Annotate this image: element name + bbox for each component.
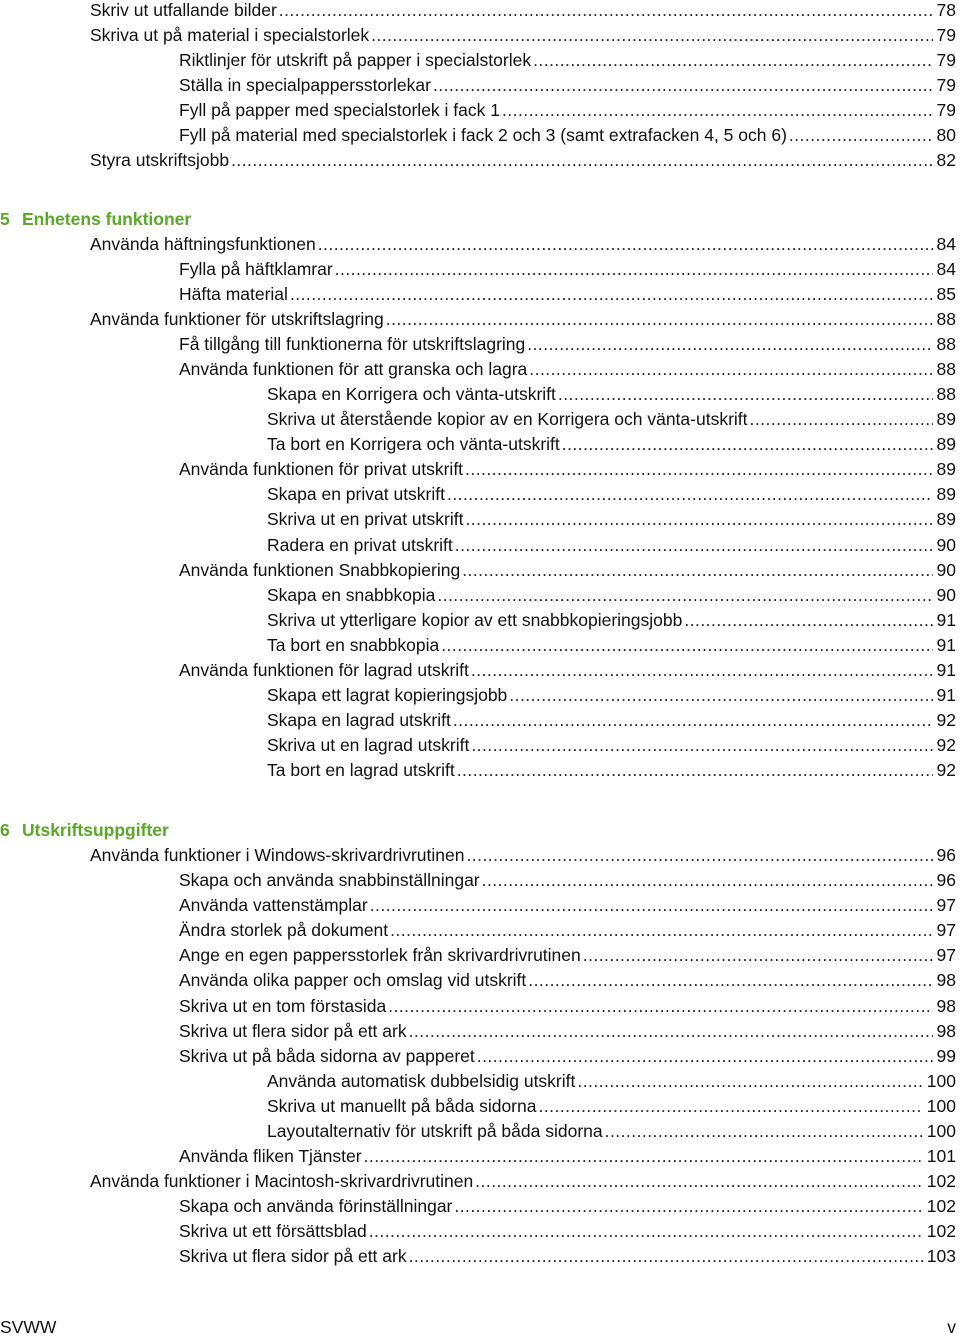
dot-leader (279, 0, 933, 23)
toc-entry[interactable] (267, 1069, 956, 1094)
toc-entry-title: Skriva ut en lagrad utskrift (267, 733, 471, 758)
toc-entry-title: Skriva ut återstående kopior av en Korrigera och vänta-utskrift (267, 407, 750, 432)
toc-entry-page: 97 (933, 943, 956, 968)
toc-entry[interactable] (179, 1194, 956, 1219)
dot-leader (527, 332, 932, 357)
toc-entry-page: 89 (933, 482, 956, 507)
dot-leader (437, 583, 932, 608)
toc-entry[interactable] (90, 1169, 956, 1194)
dot-leader (502, 98, 933, 123)
dot-leader (441, 633, 932, 658)
toc-entry-title: Skriva ut en tom förstasida (179, 994, 388, 1019)
dot-leader (789, 123, 933, 148)
toc-entry[interactable] (267, 407, 956, 432)
toc-entry-page: 90 (933, 583, 956, 608)
toc-entry-title: Riktlinjer för utskrift på papper i specialstorlek (179, 48, 533, 73)
toc-entry-title: Ta bort en lagrad utskrift (267, 758, 457, 783)
toc-entry[interactable] (179, 457, 956, 482)
toc-entry[interactable] (179, 943, 956, 968)
toc-entry-title: Fyll på papper med specialstorlek i fack 1 (179, 98, 502, 123)
chapter-title: Utskriftsuppgifter (22, 820, 169, 840)
dot-leader (388, 994, 932, 1019)
toc-entry-page: 97 (933, 893, 956, 918)
dot-leader (433, 73, 933, 98)
toc-entry-title: Skriva ut ett försättsblad (179, 1219, 369, 1244)
toc-entry-page: 80 (933, 123, 956, 148)
toc-entry-title: Skapa en snabbkopia (267, 583, 437, 608)
dot-leader (533, 48, 932, 73)
toc-entry-page: 84 (933, 232, 956, 257)
page-number: v (947, 1317, 956, 1337)
dot-leader (477, 1044, 933, 1069)
dot-leader (290, 282, 933, 307)
toc-entry[interactable] (267, 708, 956, 733)
toc-entry-title: Skriva ut ytterligare kopior av ett snabbkopieringsjobb (267, 608, 684, 633)
toc-entry-page: 98 (933, 968, 956, 993)
toc-entry-page: 79 (933, 48, 956, 73)
dot-leader (471, 733, 932, 758)
toc-entry[interactable] (179, 123, 956, 148)
dot-leader (335, 257, 933, 282)
toc-entry-title: Häfta material (179, 282, 290, 307)
dot-leader (371, 23, 932, 48)
dot-leader (369, 1219, 923, 1244)
toc-entry[interactable] (179, 1019, 956, 1044)
dot-leader (386, 307, 933, 332)
dot-leader (466, 843, 932, 868)
toc-entry-page: 88 (933, 332, 956, 357)
toc-entry-title: Skriva ut flera sidor på ett ark (179, 1019, 409, 1044)
toc-entry-page: 96 (933, 843, 956, 868)
chapter-heading[interactable] (0, 818, 169, 843)
toc-entry-page: 96 (933, 868, 956, 893)
toc-entry-title: Använda fliken Tjänster (179, 1144, 364, 1169)
toc-entry-page: 99 (933, 1044, 956, 1069)
toc-entry-title: Layoutalternativ för utskrift på båda sidorna (267, 1119, 605, 1144)
toc-entry[interactable] (90, 23, 956, 48)
toc-entry[interactable] (267, 633, 956, 658)
toc-entry[interactable] (179, 1044, 956, 1069)
toc-entry-title: Ändra storlek på dokument (179, 918, 390, 943)
toc-entry-title: Fylla på häftklamrar (179, 257, 335, 282)
dot-leader (409, 1244, 923, 1269)
toc-entry-title: Använda funktionen för att granska och lagra (179, 357, 529, 382)
toc-entry[interactable] (179, 48, 956, 73)
dot-leader (583, 943, 933, 968)
toc-entry-title: Använda funktioner i Windows-skrivardrivrutinen (90, 843, 466, 868)
toc-entry-title: Ta bort en Korrigera och vänta-utskrift (267, 432, 562, 457)
dot-leader (465, 507, 932, 532)
toc-entry-title: Skriva ut en privat utskrift (267, 507, 465, 532)
toc-entry[interactable] (179, 98, 956, 123)
toc-entry[interactable] (90, 307, 956, 332)
toc-entry-title: Ange en egen pappersstorlek från skrivardrivrutinen (179, 943, 583, 968)
dot-leader (475, 1169, 923, 1194)
toc-entry-title: Ta bort en snabbkopia (267, 633, 441, 658)
dot-leader (454, 1194, 922, 1219)
toc-entry-page: 91 (933, 683, 956, 708)
toc-entry-page: 82 (933, 148, 956, 173)
toc-entry-title: Skapa en lagrad utskrift (267, 708, 453, 733)
toc-entry-page: 102 (923, 1194, 956, 1219)
chapter-title: Enhetens funktioner (22, 209, 192, 229)
toc-entry-page: 84 (933, 257, 956, 282)
toc-entry-title: Få tillgång till funktionerna för utskriftslagring (179, 332, 527, 357)
dot-leader (462, 558, 932, 583)
dot-leader (482, 868, 933, 893)
toc-entry-page: 100 (923, 1094, 956, 1119)
toc-entry[interactable] (267, 507, 956, 532)
toc-entry[interactable] (179, 73, 956, 98)
toc-entry-page: 103 (923, 1244, 956, 1269)
toc-entry[interactable] (179, 1244, 956, 1269)
toc-entry[interactable] (267, 733, 956, 758)
toc-entry-page: 91 (933, 658, 956, 683)
toc-entry-title: Använda funktionen Snabbkopiering (179, 558, 462, 583)
toc-entry[interactable] (267, 1094, 956, 1119)
toc-entry[interactable] (90, 232, 956, 257)
footer-label: SVWW (0, 1317, 57, 1337)
toc-entry-page: 89 (933, 457, 956, 482)
toc-entry-title: Skriva ut på båda sidorna av papperet (179, 1044, 477, 1069)
dot-leader (529, 357, 932, 382)
toc-entry-page: 92 (933, 733, 956, 758)
toc-entry[interactable] (267, 482, 956, 507)
toc-entry-page: 102 (923, 1219, 956, 1244)
toc-entry[interactable] (179, 994, 956, 1019)
dot-leader (509, 683, 932, 708)
toc-entry[interactable] (179, 1219, 956, 1244)
toc-entry-title: Använda funktioner för utskriftslagring (90, 307, 386, 332)
chapter-heading[interactable] (0, 207, 191, 232)
toc-entry[interactable] (179, 968, 956, 993)
toc-entry-title: Använda automatisk dubbelsidig utskrift (267, 1069, 577, 1094)
toc-entry-title: Använda olika papper och omslag vid utskrift (179, 968, 528, 993)
toc-entry[interactable] (179, 257, 956, 282)
toc-entry-page: 89 (933, 407, 956, 432)
toc-entry-page: 85 (933, 282, 956, 307)
dot-leader (231, 148, 932, 173)
toc-entry-page: 91 (933, 608, 956, 633)
toc-entry-title: Använda funktionen för privat utskrift (179, 457, 465, 482)
toc-entry-page: 101 (923, 1144, 956, 1169)
toc-entry[interactable] (267, 758, 956, 783)
dot-leader (364, 1144, 923, 1169)
dot-leader (558, 382, 933, 407)
dot-leader (455, 533, 933, 558)
toc-entry-title: Skriv ut utfallande bilder (90, 0, 279, 23)
toc-entry-page: 79 (933, 23, 956, 48)
dot-leader (318, 232, 933, 257)
toc-entry-page: 91 (933, 633, 956, 658)
toc-entry-title: Skapa en privat utskrift (267, 482, 447, 507)
toc-entry[interactable] (90, 0, 956, 23)
dot-leader (577, 1069, 922, 1094)
toc-entry-page: 79 (933, 98, 956, 123)
dot-leader (605, 1119, 923, 1144)
toc-entry-title: Skriva ut på material i specialstorlek (90, 23, 371, 48)
dot-leader (684, 608, 932, 633)
toc-entry[interactable] (179, 558, 956, 583)
toc-entry-page: 78 (933, 0, 956, 23)
toc-entry[interactable] (267, 382, 956, 407)
toc-entry[interactable] (90, 843, 956, 868)
toc-entry-page: 98 (933, 1019, 956, 1044)
toc-entry-title: Skapa och använda förinställningar (179, 1194, 454, 1219)
toc-entry-title: Använda häftningsfunktionen (90, 232, 318, 257)
toc-entry[interactable] (267, 533, 956, 558)
toc-entry-page: 88 (933, 307, 956, 332)
toc-entry-title: Styra utskriftsjobb (90, 148, 231, 173)
toc-entry[interactable] (90, 148, 956, 173)
toc-entry-page: 79 (933, 73, 956, 98)
toc-entry[interactable] (267, 432, 956, 457)
toc-entry[interactable] (179, 1144, 956, 1169)
toc-entry-title: Använda funktioner i Macintosh-skrivardrivrutinen (90, 1169, 475, 1194)
toc-entry-page: 100 (923, 1069, 956, 1094)
toc-entry-page: 92 (933, 708, 956, 733)
toc-entry[interactable] (179, 918, 956, 943)
dot-leader (538, 1094, 922, 1119)
toc-entry-page: 97 (933, 918, 956, 943)
toc-entry-title: Ställa in specialpappersstorlekar (179, 73, 433, 98)
toc-entry-page: 88 (933, 357, 956, 382)
toc-entry[interactable] (179, 282, 956, 307)
toc-entry[interactable] (179, 332, 956, 357)
dot-leader (457, 758, 933, 783)
toc-entry[interactable] (179, 357, 956, 382)
dot-leader (409, 1019, 933, 1044)
dot-leader (453, 708, 933, 733)
toc-entry-title: Skapa en Korrigera och vänta-utskrift (267, 382, 558, 407)
toc-entry-page: 89 (933, 507, 956, 532)
toc-entry-page: 92 (933, 758, 956, 783)
dot-leader (390, 918, 932, 943)
toc-entry[interactable] (267, 1119, 956, 1144)
toc-entry-page: 100 (923, 1119, 956, 1144)
toc-entry[interactable] (267, 683, 956, 708)
toc-entry-title: Skriva ut flera sidor på ett ark (179, 1244, 409, 1269)
toc-entry-title: Skapa ett lagrat kopieringsjobb (267, 683, 509, 708)
toc-entry-title: Använda vattenstämplar (179, 893, 370, 918)
toc-entry[interactable] (179, 893, 956, 918)
toc-entry[interactable] (267, 608, 956, 633)
dot-leader (471, 658, 933, 683)
toc-entry-page: 102 (923, 1169, 956, 1194)
dot-leader (447, 482, 933, 507)
dot-leader (750, 407, 933, 432)
toc-entry-page: 90 (933, 533, 956, 558)
toc-entry[interactable] (267, 583, 956, 608)
toc-entry-title: Skapa och använda snabbinställningar (179, 868, 482, 893)
dot-leader (562, 432, 933, 457)
chapter-number: 6 (0, 820, 10, 840)
chapter-number: 5 (0, 209, 10, 229)
toc-entry-page: 90 (933, 558, 956, 583)
dot-leader (528, 968, 932, 993)
toc-entry-title: Använda funktionen för lagrad utskrift (179, 658, 471, 683)
toc-entry-title: Skriva ut manuellt på båda sidorna (267, 1094, 538, 1119)
toc-entry-title: Radera en privat utskrift (267, 533, 455, 558)
toc-entry-page: 89 (933, 432, 956, 457)
toc-entry[interactable] (179, 658, 956, 683)
dot-leader (465, 457, 932, 482)
toc-entry[interactable] (179, 868, 956, 893)
toc-entry-page: 88 (933, 382, 956, 407)
dot-leader (370, 893, 933, 918)
toc-entry-page: 98 (933, 994, 956, 1019)
toc-entry-title: Fyll på material med specialstorlek i fack 2 och 3 (samt extrafacken 4, 5 och 6) (179, 123, 789, 148)
